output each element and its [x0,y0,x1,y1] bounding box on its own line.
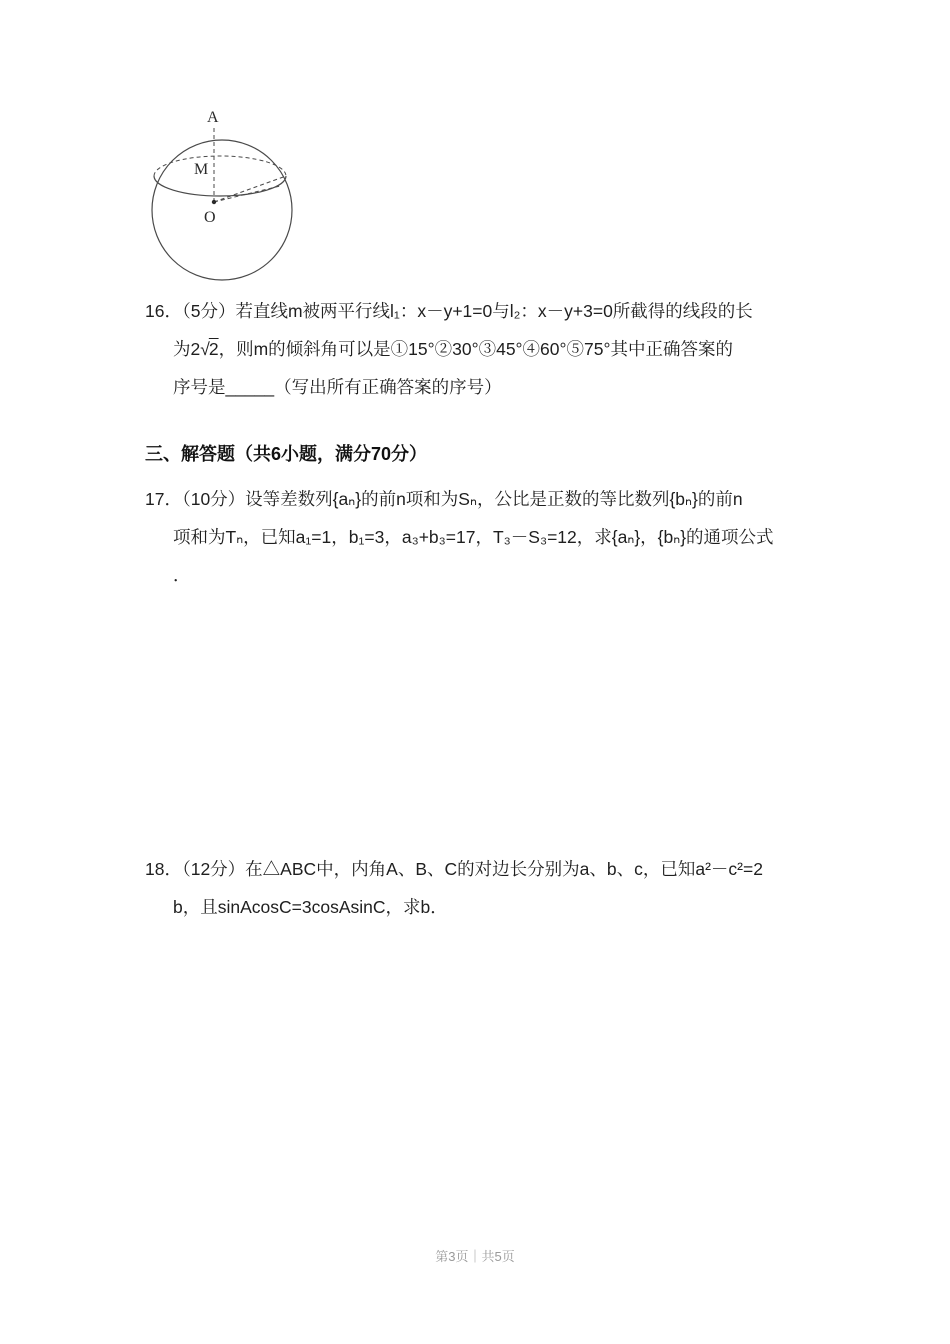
question-18-number: 18． [145,859,182,879]
question-16 [145,292,868,406]
page-footer: 第3页｜共5页 [435,1249,515,1264]
section-3-heading: 三、解答题（共6小题，满分70分） [145,444,428,464]
question-17-line1 [145,480,868,518]
question-17-number: 17． [145,489,182,509]
question-17-text1: （10分）设等差数列{aₙ}的前n项和为Sₙ，公比是正数的等比数列{bₙ}的前n [181,489,743,509]
question-17-line3: ． [173,565,191,585]
center-point [212,200,216,204]
radius-line-1 [214,176,286,202]
question-16-text2-pre: 为2 [173,339,201,359]
sphere-circle [152,140,292,280]
question-18-line2: b，且sinAcosC=3cosAsinC，求b． [173,897,448,917]
question-16-text2-post: ，则m的倾斜角可以是①15°②30°③45°④60°⑤75°其中正确答案的 [218,339,733,359]
question-17 [145,480,868,594]
question-18 [145,850,868,926]
label-M: M [194,161,209,178]
question-16-line2 [173,330,868,368]
question-16-text1: （5分）若直线m被两平行线l₁：x－y+1=0与l₂：x－y+3=0所截得的线段的长 [181,301,753,321]
question-16-line1 [145,292,868,330]
question-16-line3: 序号是_____（写出所有正确答案的序号） [173,377,502,397]
label-A: A [207,109,219,126]
sqrt-symbol: √ [200,339,209,359]
sphere-diagram [138,106,313,296]
label-O: O [204,209,216,226]
sqrt-radicand: 2 [208,339,219,359]
question-18-line1 [145,850,868,888]
question-17-line2: 项和为Tₙ，已知a₁=1，b₁=3，a₃+b₃=17，T₃－S₃=12，求{aₙ}，{bₙ}的通项公式 [173,527,774,547]
ellipse-front-arc [154,176,286,196]
question-16-number: 16． [145,301,182,321]
question-18-text1: （12分）在△ABC中，内角A、B、C的对边长分别为a、b、c，已知a²－c²=2 [181,859,763,879]
